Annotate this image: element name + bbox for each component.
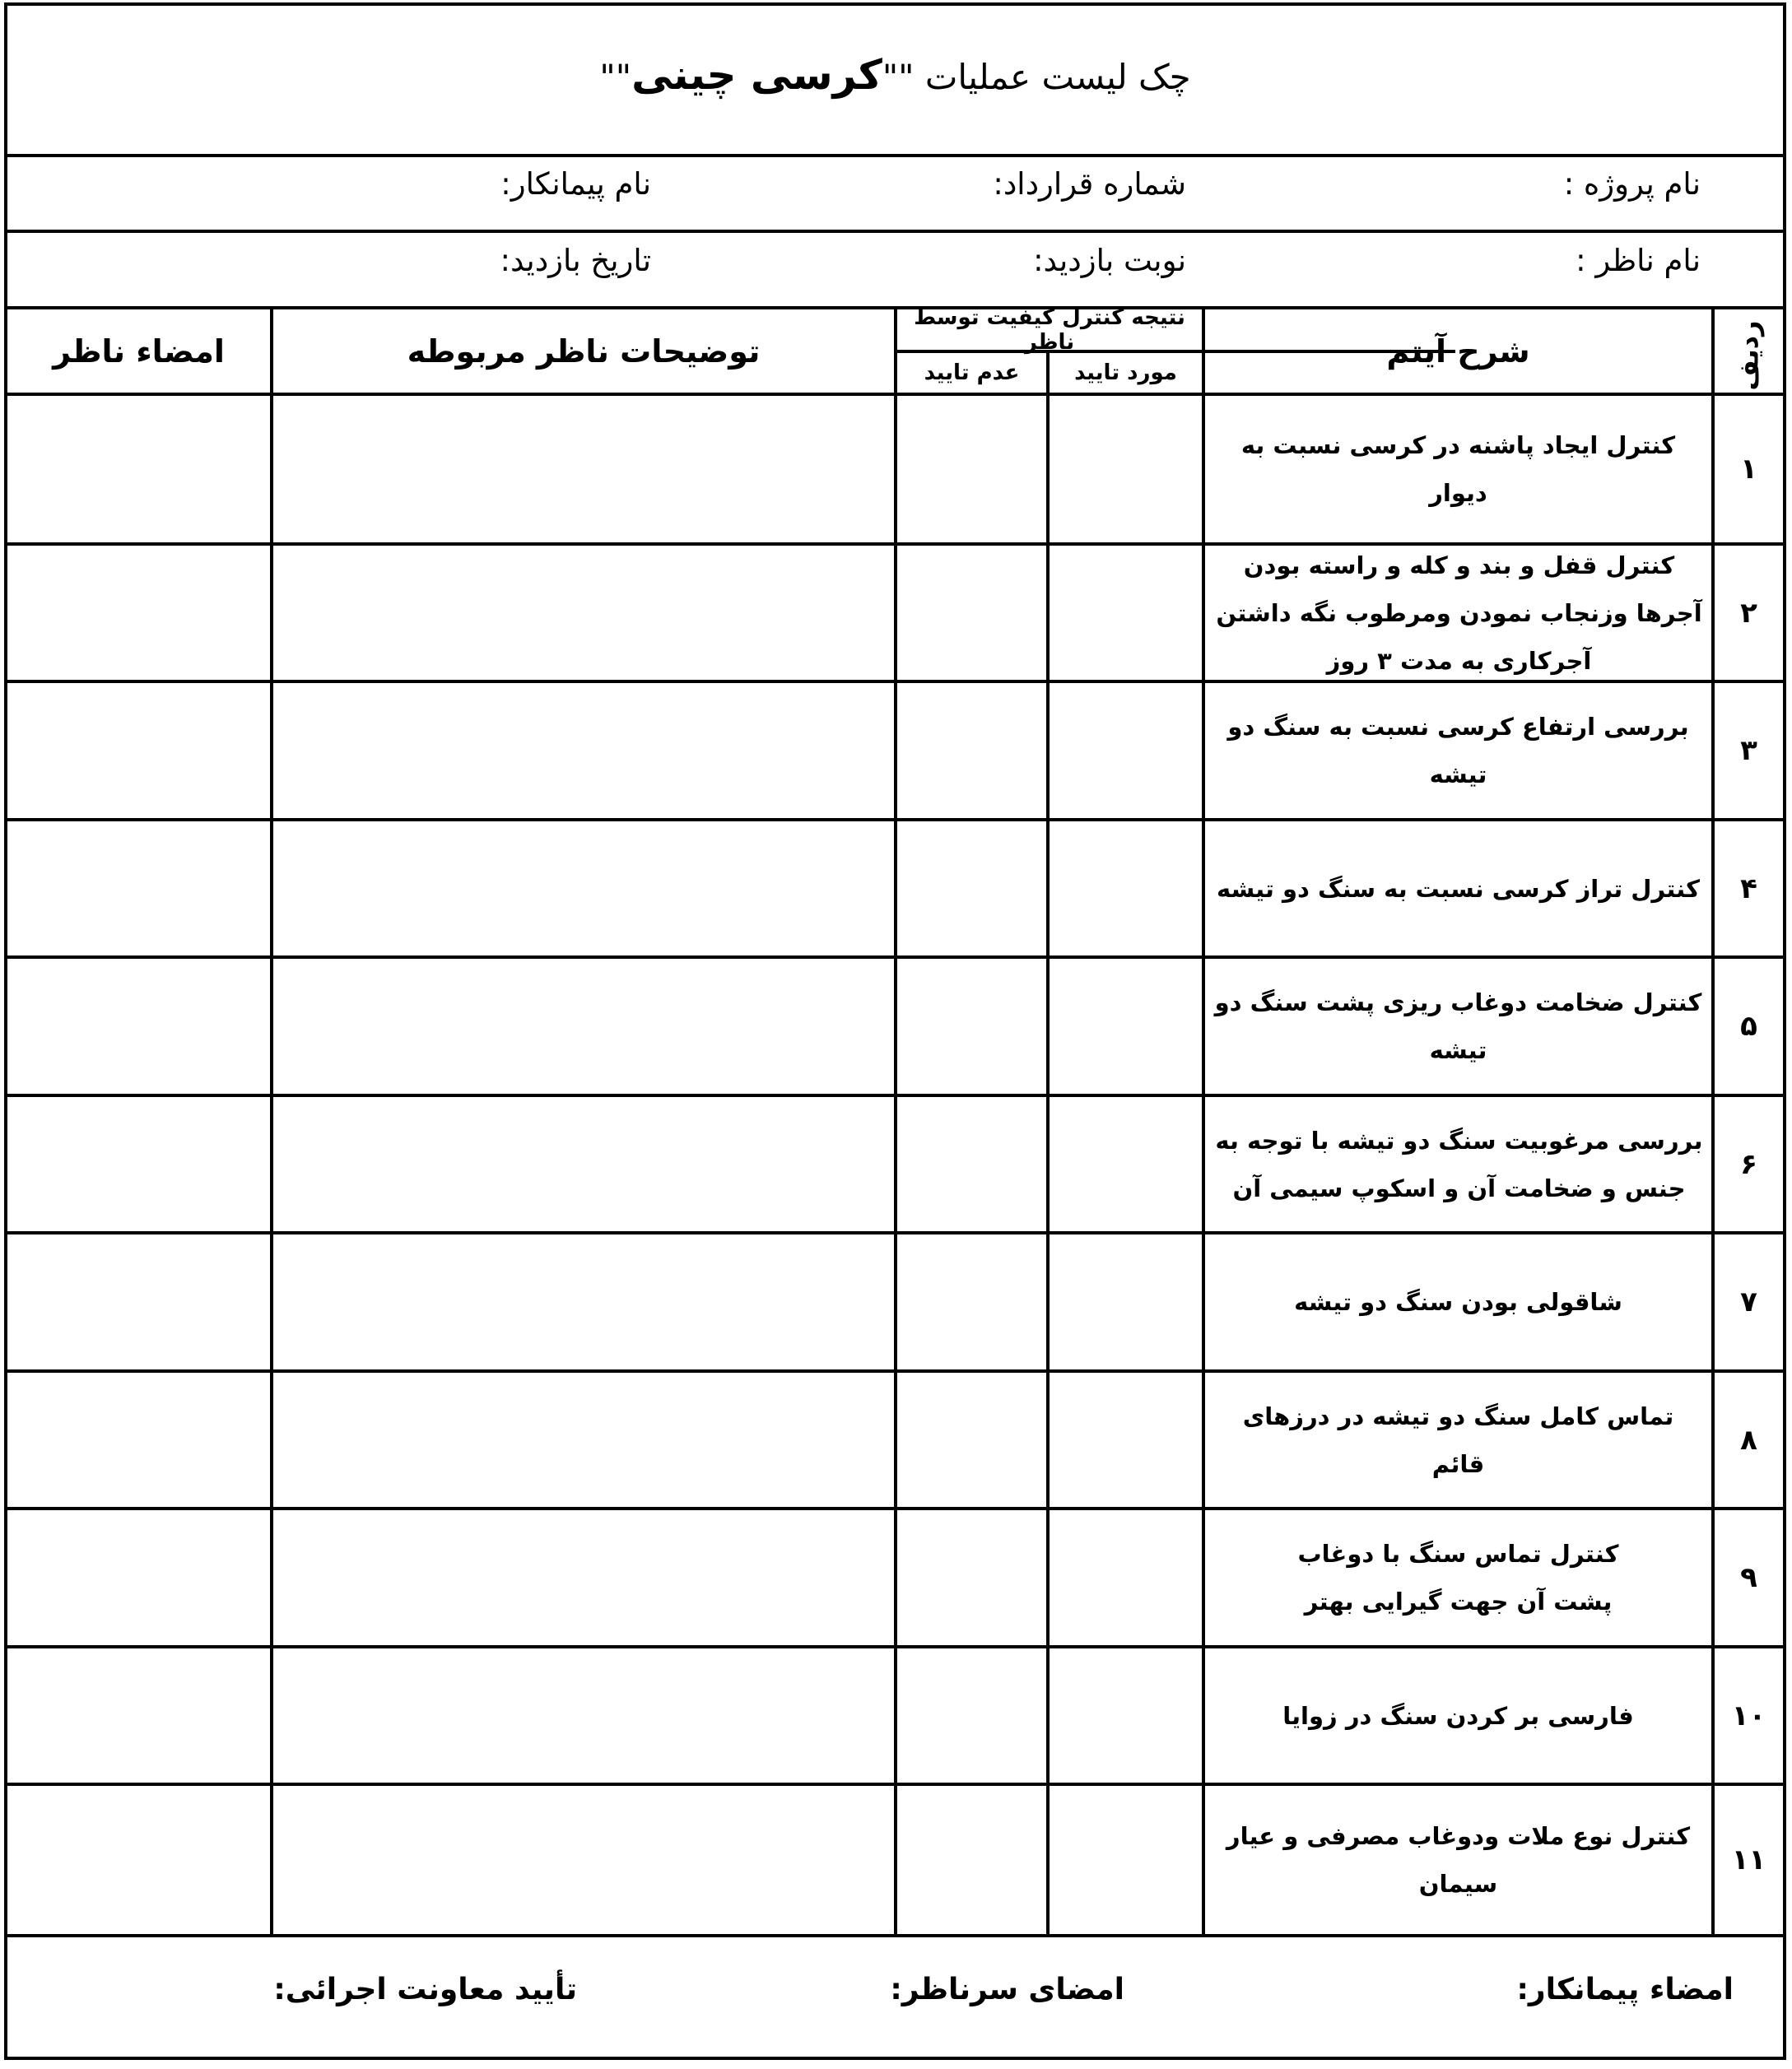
- project-name-label: نام پروژه :: [1563, 166, 1701, 202]
- header-result: نتیجه کنترل کیفیت توسط ناظر: [914, 305, 1185, 355]
- row-number: ۵: [1740, 1010, 1757, 1043]
- row-description: کنترل تراز کرسی نسبت به سنگ دو تیشه: [1217, 874, 1700, 903]
- title-quote-close: "": [599, 57, 632, 97]
- page-title: [7, 51, 1783, 99]
- row-description: کنترل قفل و بند و کله و راسته بودن آجرها وزنجاب نمودن ومرطوب نگه داشتن آجرکاری به مدت ۳ روز: [1216, 551, 1702, 675]
- visit-date-label: تاریخ بازدید:: [500, 243, 651, 278]
- row-description: کنترل ضخامت دوغاب ریزی پشت سنگ دو تیشه: [1214, 988, 1702, 1064]
- contractor-name-label: نام پیمانکار:: [500, 166, 651, 202]
- checklist-sheet: [4, 2, 1786, 2060]
- row-description: بررسی ارتفاع کرسی نسبت به سنگ دو تیشه: [1227, 713, 1689, 788]
- column-divider: [1046, 350, 1050, 1934]
- supervisor-name-label: نام ناظر :: [1576, 243, 1701, 278]
- divider: [7, 230, 1783, 233]
- contractor-signature-label: امضاء پیمانکار:: [1516, 1973, 1734, 2006]
- row-number: ۴: [1740, 872, 1757, 905]
- row-description: کنترل ایجاد پاشنه در کرسی نسبت به دیوار: [1240, 431, 1676, 507]
- header-signature: امضاء ناظر: [53, 332, 225, 370]
- row-number: ۱۰: [1731, 1699, 1766, 1732]
- column-divider: [894, 306, 897, 1934]
- header-approved: مورد تایید: [1074, 360, 1177, 385]
- header-comments: توضیحات ناظر مربوطه: [407, 332, 761, 370]
- row-description: فارسی بر کردن سنگ در زوایا: [1282, 1701, 1634, 1730]
- row-description: شاقولی بودن سنگ دو تیشه: [1294, 1288, 1622, 1316]
- row-description: بررسی مرغوبیت سنگ دو تیشه با توجه به جنس و ضخامت آن و اسکوپ سیمی آن: [1215, 1126, 1703, 1202]
- title-prefix: چک لیست عملیات: [924, 57, 1191, 97]
- deputy-approval-label: تأیید معاونت اجرائی:: [273, 1973, 577, 2006]
- row-number: ۷: [1740, 1286, 1757, 1318]
- column-divider: [270, 306, 273, 1934]
- column-divider: [1202, 306, 1205, 1934]
- header-item: شرح آیتم: [1386, 332, 1530, 370]
- row-description: کنترل نوع ملات ودوغاب مصرفی و عیار سیمان: [1226, 1822, 1691, 1898]
- title-quote-open: "": [882, 57, 915, 97]
- divider: [7, 1934, 1783, 1937]
- row-number: ۲: [1740, 596, 1757, 630]
- row-description: کنترل تماس سنگ با دوغاب پشت آن جهت گیرایی بهتر: [1297, 1540, 1619, 1616]
- row-number: ۶: [1740, 1147, 1757, 1181]
- row-number: ۱: [1740, 453, 1757, 486]
- row-number: ۹: [1740, 1561, 1757, 1594]
- header-not-approved: عدم تایید: [924, 360, 1020, 385]
- divider: [7, 154, 1783, 157]
- chief-supervisor-signature-label: امضای سرناظر:: [890, 1973, 1124, 2006]
- contract-number-label: شماره قرارداد:: [993, 166, 1186, 202]
- row-number: ۱۱: [1731, 1844, 1766, 1876]
- title-subject: کرسی چینی: [631, 51, 882, 99]
- row-description: تماس کامل سنگ دو تیشه در درزهای قائم: [1242, 1402, 1674, 1478]
- row-number: ۳: [1740, 734, 1757, 767]
- visit-turn-label: نوبت بازدید:: [1033, 243, 1186, 278]
- header-row-number: ردیف: [1733, 320, 1764, 391]
- row-number: ۸: [1740, 1423, 1757, 1457]
